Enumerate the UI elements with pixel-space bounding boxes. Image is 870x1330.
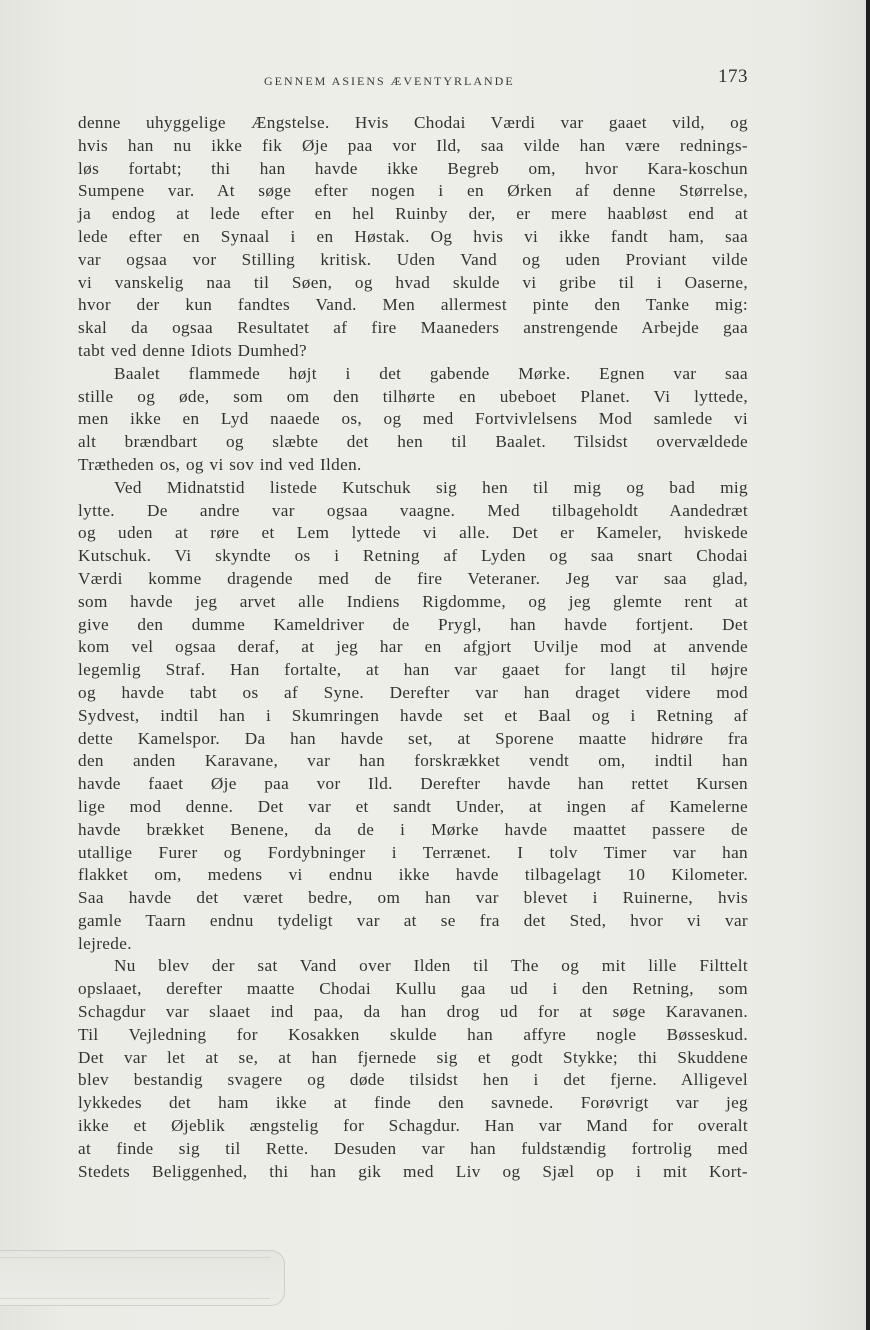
text-line: Sydvest, indtil han i Skumringen havde set et Baal og i Retning af [78,705,748,725]
text-line: flakket om, medens vi endnu ikke havde tilbagelagt 10 Kilometer. [78,865,748,885]
text-line: lede efter en Synaal i en Høstak. Og hvis vi ikke fandt ham, saa [78,226,748,246]
body-text [78,112,748,1183]
text-line: dette Kamelspor. Da han havde set, at Sporene maatte hidrøre fra [78,728,748,748]
running-title: GENNEM ASIENS ÆVENTYRLANDE [264,74,515,88]
text-line: Baalet flammede højt i det gabende Mørke. Egnen var saa [114,363,748,383]
text-line: Til Vejledning for Kosakken skulde han affyre nogle Bøsseskud. [78,1024,748,1044]
text-line: Kutschuk. Vi skyndte os i Retning af Lyden og saa snart Chodai [78,546,748,566]
text-line: Sumpene var. At søge efter nogen i en Ørken af denne Størrelse, [78,181,748,201]
text-line: og uden at røre et Lem lyttede vi alle. Det er Kameler, hviskede [78,523,748,543]
text-line: Schagdur var slaaet ind paa, da han drog ud for at søge Karavanen. [78,1002,748,1022]
text-line: lykkedes det ham ikke at finde den savnede. Forøvrigt var jeg [78,1093,748,1113]
label-strip-inner [0,1257,270,1299]
text-line: havde brækket Benene, da de i Mørke havde maattet passere de [78,819,748,839]
text-line: opslaaet, derefter maatte Chodai Kullu gaa ud i den Retning, som [78,979,748,999]
text-line: Ved Midnatstid listede Kutschuk sig hen til mig og bad mig [114,477,748,497]
text-line: Nu blev der sat Vand over Ilden til The og mit lille Filttelt [114,956,748,976]
text-line: havde faaet Øje paa vor Ild. Derefter havde han rettet Kursen [78,774,748,794]
text-line: kom vel ogsaa deraf, at jeg har en afgjort Uvilje mod at anvende [78,637,748,657]
text-line: vi vanskelig naa til Søen, og hvad skulde vi gribe til i Oaserne, [78,272,748,292]
text-line: lige mod denne. Det var et sandt Under, at ingen af Kamelerne [78,796,748,816]
text-line: give den dumme Kameldriver de Prygl, han havde fortjent. Det [78,614,748,634]
text-line: Saa havde det været bedre, om han var blevet i Ruinerne, hvis [78,888,748,908]
text-line: legemlig Straf. Han fortalte, at han var gaaet for langt til højre [78,660,748,680]
page-number: 173 [718,66,748,87]
text-line: gamle Taarn endnu tydeligt var at se fra det Sted, hvor vi var [78,910,748,930]
text-line: alt brændbart og slæbte det hen til Baalet. Tilsidst overvældede [78,432,748,452]
text-line: Trætheden os, og vi sov ind ved Ilden. [78,454,362,474]
text-line: at finde sig til Rette. Desuden var han fuldstændig fortrolig med [78,1138,748,1158]
text-line: stille og øde, som om den tilhørte en ubeboet Planet. Vi lyttede, [78,386,748,406]
text-line: den anden Karavane, var han forskrækket vendt om, indtil han [78,751,748,771]
page-header [78,66,748,90]
text-line: Stedets Beliggenhed, thi han gik med Liv og Sjæl op i mit Kort- [78,1161,748,1181]
text-line: som havde jeg arvet alle Indiens Rigdomme, og jeg glemte rent at [78,591,748,611]
text-line: var ogsaa vor Stilling kritisk. Uden Vand og uden Proviant vilde [78,249,748,269]
text-line: løs fortabt; thi han havde ikke Begreb om, hvor Kara-koschun [78,158,748,178]
text-line: Værdi komme dragende med de fire Veteraner. Jeg var saa glad, [78,568,748,588]
text-line: utallige Furer og Fordybninger i Terrænet. I tolv Timer var han [78,842,748,862]
text-line: ja endog at lede efter en hel Ruinby der, er mere haabløst end at [78,204,748,224]
scan-edge [866,0,870,1330]
text-line: lytte. De andre var ogsaa vaagne. Med tilbageholdt Aandedræt [78,500,748,520]
text-line: denne uhyggelige Ængstelse. Hvis Chodai Værdi var gaaet vild, og [78,113,748,132]
text-line: lejrede. [78,933,132,953]
text-line: blev bestandig svagere og døde tilsidst hen i det fjerne. Alligevel [78,1070,748,1090]
text-line: hvor der kun fandtes Vand. Men allermest pinte den Tanke mig: [78,295,748,315]
text-line: skal da ogsaa Resultatet af fire Maaneders anstrengende Arbejde gaa [78,318,748,338]
text-line: tabt ved denne Idiots Dumhed? [78,340,307,360]
text-line: hvis han nu ikke fik Øje paa vor Ild, saa vilde han være rednings- [78,135,748,155]
library-label-strip [0,1250,285,1306]
text-line: ikke et Øjeblik ængstelig for Schagdur. Han var Mand for overalt [78,1116,748,1136]
text-line: Det var let at se, at han fjernede sig et godt Stykke; thi Skuddene [78,1047,748,1067]
text-line: og havde tabt os af Syne. Derefter var han draget videre mod [78,682,748,702]
text-line: men ikke en Lyd naaede os, og med Fortvivlelsens Mod samlede vi [78,409,748,429]
